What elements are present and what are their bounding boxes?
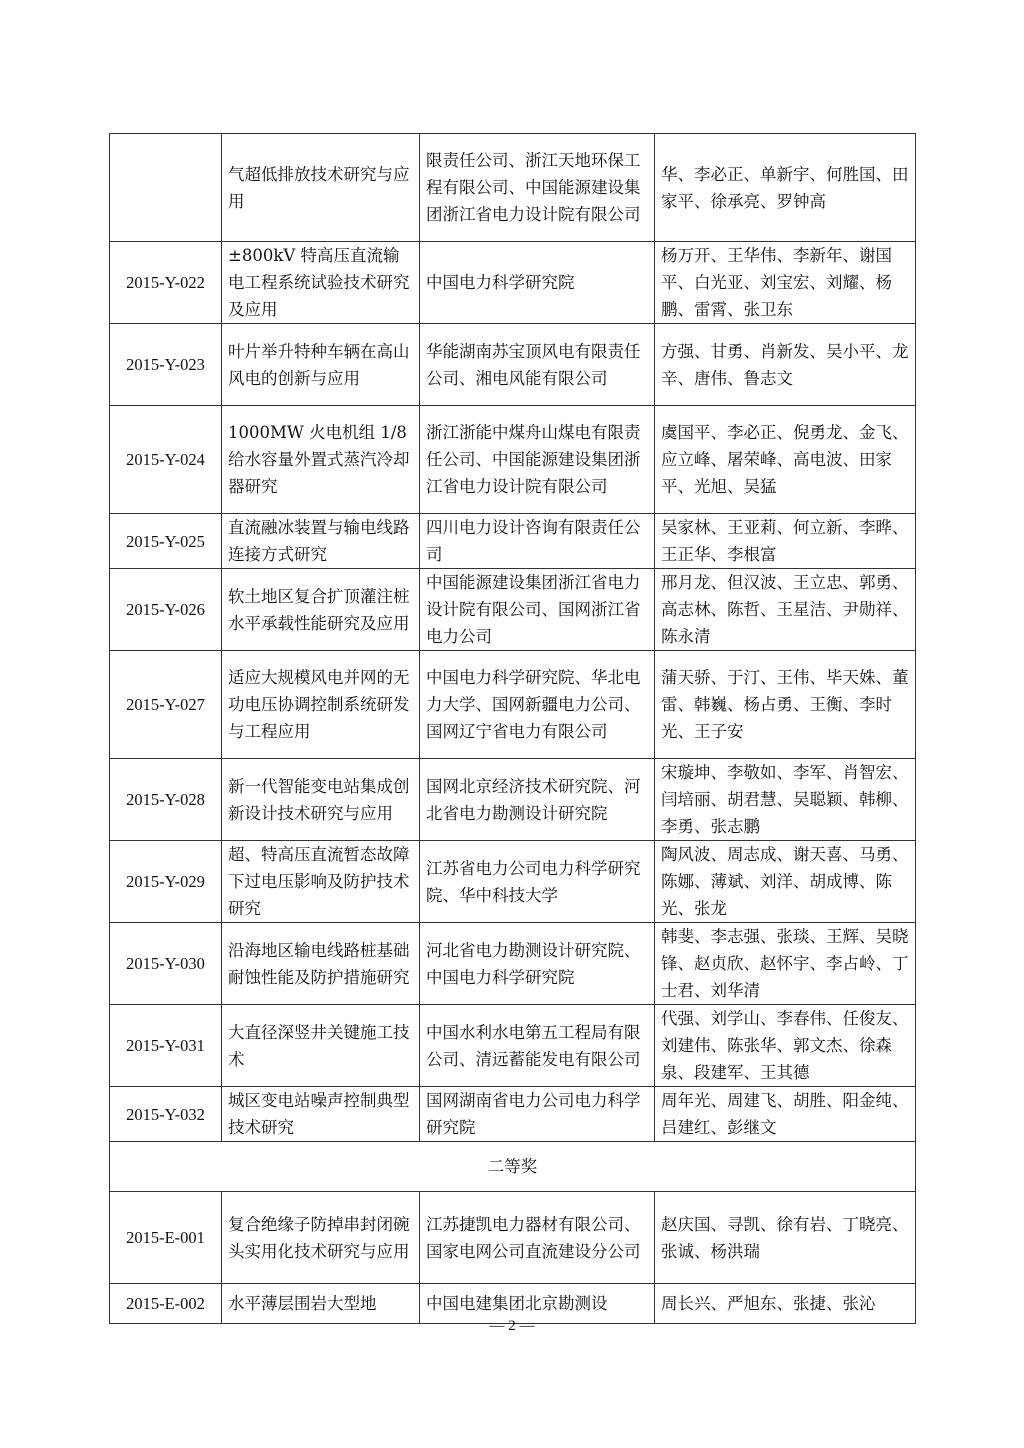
project-code-text: 2015-Y-028 <box>126 790 205 809</box>
project-name <box>222 134 420 242</box>
completing-units <box>420 651 655 759</box>
project-code <box>110 569 222 651</box>
completing-units <box>420 134 655 242</box>
project-name-text: 复合绝缘子防掉串封闭碗头实用化技术研究与应用 <box>228 1214 410 1261</box>
project-code <box>110 324 222 406</box>
award-table-body <box>110 134 916 1324</box>
project-code <box>110 923 222 1005</box>
table-row <box>110 759 916 841</box>
completing-units-text: 中国电建集团北京勘测设 <box>426 1294 608 1313</box>
project-name-text: 沿海地区输电线路桩基础耐蚀性能及防护措施研究 <box>228 940 410 987</box>
completing-people-text: 虞国平、李必正、倪勇龙、金飞、应立峰、屠荣峰、高电波、田家平、光旭、吴猛 <box>661 423 909 496</box>
project-code <box>110 1192 222 1284</box>
project-name <box>222 242 420 324</box>
completing-units <box>420 1005 655 1087</box>
award-table <box>109 133 916 1324</box>
project-name <box>222 569 420 651</box>
project-name <box>222 406 420 514</box>
completing-people-text: 邢月龙、但汉波、王立忠、郭勇、高志林、陈哲、王星洁、尹勋祥、陈永清 <box>661 573 909 646</box>
table-row <box>110 569 916 651</box>
completing-people <box>655 134 916 242</box>
project-name-text: 直流融冰装置与输电线路连接方式研究 <box>228 518 410 564</box>
completing-units-text: 四川电力设计咨询有限责任公司 <box>426 518 641 564</box>
project-name <box>222 1192 420 1284</box>
project-code <box>110 1087 222 1142</box>
completing-units-text: 国网湖南省电力公司电力科学研究院 <box>426 1091 641 1137</box>
completing-people-text: 韩斐、李志强、张琰、王辉、吴晓锋、赵贞欣、赵怀宇、李占岭、丁士君、刘华清 <box>661 927 909 1000</box>
completing-people-text: 杨万开、王华伟、李新年、谢国平、白光亚、刘宝宏、刘耀、杨鹏、雷霄、张卫东 <box>661 246 892 319</box>
project-code-text: 2015-Y-031 <box>126 1036 205 1055</box>
project-name-text: 气超低排放技术研究与应用 <box>228 164 410 211</box>
completing-people <box>655 1005 916 1087</box>
table-row <box>110 1192 916 1284</box>
table-row <box>110 242 916 324</box>
completing-people <box>655 406 916 514</box>
completing-people-text: 宋璇坤、李敬如、李军、肖智宏、闫培丽、胡君慧、吴聪颖、韩柳、李勇、张志鹏 <box>661 763 909 836</box>
project-name <box>222 514 420 569</box>
table-row <box>110 651 916 759</box>
completing-units-text: 国网北京经济技术研究院、河北省电力勘测设计研究院 <box>426 776 641 823</box>
project-code <box>110 134 222 242</box>
completing-units-text: 华能湖南苏宝顶风电有限责任公司、湘电风能有限公司 <box>426 341 641 388</box>
table-row <box>110 514 916 569</box>
completing-units <box>420 841 655 923</box>
project-name-text: 水平薄层围岩大型地 <box>228 1294 377 1313</box>
completing-units <box>420 1087 655 1142</box>
project-name-text: 大直径深竖井关键施工技术 <box>228 1022 410 1069</box>
completing-units-text: 中国能源建设集团浙江省电力设计院有限公司、国网浙江省电力公司 <box>426 573 641 646</box>
project-code <box>110 759 222 841</box>
project-name-text: 叶片举升特种车辆在高山风电的创新与应用 <box>228 341 410 388</box>
completing-people <box>655 324 916 406</box>
section-row <box>110 1142 916 1192</box>
section-title: 二等奖 <box>110 1142 916 1192</box>
project-code <box>110 841 222 923</box>
completing-people-text: 周长兴、严旭东、张捷、张沁 <box>661 1294 876 1313</box>
completing-people <box>655 242 916 324</box>
project-code-text: 2015-Y-024 <box>126 450 205 469</box>
completing-units-text: 河北省电力勘测设计研究院、中国电力科学研究院 <box>426 940 641 987</box>
completing-units-text: 中国电力科学研究院、华北电力大学、国网新疆电力公司、国网辽宁省电力有限公司 <box>426 668 641 741</box>
completing-people <box>655 514 916 569</box>
completing-units-text: 江苏捷凯电力器材有限公司、国家电网公司直流建设分公司 <box>426 1214 641 1261</box>
completing-people-text: 蒲天骄、于汀、王伟、毕天姝、董雷、韩巍、杨占勇、王衡、李时光、王子安 <box>661 668 909 741</box>
project-name <box>222 324 420 406</box>
completing-people <box>655 1192 916 1284</box>
project-name-text: 适应大规模风电并网的无功电压协调控制系统研发与工程应用 <box>228 668 410 741</box>
completing-units <box>420 569 655 651</box>
completing-units-text: 中国水利水电第五工程局有限公司、清远蓄能发电有限公司 <box>426 1022 641 1069</box>
project-code <box>110 514 222 569</box>
completing-people-text: 代强、刘学山、李春伟、任俊友、刘建伟、陈张华、郭文杰、徐森泉、段建军、王其德 <box>661 1009 909 1082</box>
completing-units-text: 浙江浙能中煤舟山煤电有限责任公司、中国能源建设集团浙江省电力设计院有限公司 <box>426 423 641 496</box>
completing-people-text: 陶风波、周志成、谢天喜、马勇、陈娜、薄斌、刘洋、胡成博、陈光、张龙 <box>661 845 909 918</box>
completing-units <box>420 242 655 324</box>
completing-people <box>655 651 916 759</box>
project-code-text: 2015-Y-026 <box>126 600 205 619</box>
completing-people-text: 华、李必正、单新宇、何胜国、田家平、徐承亮、罗钟高 <box>661 164 909 211</box>
completing-units-text: 江苏省电力公司电力科学研究院、华中科技大学 <box>426 858 641 905</box>
project-code <box>110 406 222 514</box>
project-code-text: 2015-Y-032 <box>126 1104 205 1124</box>
project-name <box>222 651 420 759</box>
project-name-text: 1000MW 火电机组 1/8 给水容量外置式蒸汽冷却器研究 <box>228 423 410 496</box>
project-code-text: 2015-Y-027 <box>126 695 205 714</box>
completing-people <box>655 759 916 841</box>
table-row <box>110 841 916 923</box>
completing-units <box>420 406 655 514</box>
page-number: — 2 — <box>489 1318 535 1334</box>
table-row <box>110 324 916 406</box>
completing-people <box>655 923 916 1005</box>
project-name <box>222 759 420 841</box>
completing-people <box>655 841 916 923</box>
completing-units-text: 中国电力科学研究院 <box>426 273 575 292</box>
project-code-text: 2015-E-001 <box>126 1228 205 1247</box>
completing-units <box>420 324 655 406</box>
project-name <box>222 1087 420 1142</box>
project-code-text: 2015-E-002 <box>126 1294 205 1313</box>
table-row <box>110 1005 916 1087</box>
project-code <box>110 1005 222 1087</box>
project-name-text: 超、特高压直流暂态故障下过电压影响及防护技术研究 <box>228 845 410 918</box>
completing-units <box>420 514 655 569</box>
project-code-text: 2015-Y-022 <box>126 273 205 292</box>
project-code-text: 2015-Y-023 <box>126 355 205 374</box>
project-code-text: 2015-Y-025 <box>126 531 205 551</box>
completing-units <box>420 759 655 841</box>
project-name <box>222 841 420 923</box>
completing-people-text: 吴家林、王亚莉、何立新、李晔、王正华、李根富 <box>661 518 909 564</box>
completing-units <box>420 1192 655 1284</box>
project-name-text: ±800kV 特高压直流输电工程系统试验技术研究及应用 <box>228 246 410 319</box>
project-name <box>222 1005 420 1087</box>
completing-units-text: 限责任公司、浙江天地环保工程有限公司、中国能源建设集团浙江省电力设计院有限公司 <box>426 151 641 224</box>
completing-people <box>655 1087 916 1142</box>
project-name-text: 新一代智能变电站集成创新设计技术研究与应用 <box>228 776 410 823</box>
table-row <box>110 923 916 1005</box>
project-code <box>110 242 222 324</box>
project-name-text: 城区变电站噪声控制典型技术研究 <box>228 1091 410 1137</box>
project-code-text: 2015-Y-029 <box>126 872 205 891</box>
project-code-text: 2015-Y-030 <box>126 954 205 973</box>
project-name <box>222 923 420 1005</box>
project-code <box>110 651 222 759</box>
table-row <box>110 134 916 242</box>
completing-people <box>655 569 916 651</box>
completing-people-text: 方强、甘勇、肖新发、吴小平、龙辛、唐伟、鲁志文 <box>661 341 909 388</box>
completing-people-text: 赵庆国、寻凯、徐有岩、丁晓亮、张诚、杨洪瑞 <box>661 1214 909 1261</box>
project-name-text: 软土地区复合扩顶灌注桩水平承载性能研究及应用 <box>228 586 410 633</box>
table-row <box>110 406 916 514</box>
table-row <box>110 1087 916 1142</box>
completing-people-text: 周年光、周建飞、胡胜、阳金纯、吕建红、彭继文 <box>661 1091 909 1137</box>
completing-units <box>420 923 655 1005</box>
